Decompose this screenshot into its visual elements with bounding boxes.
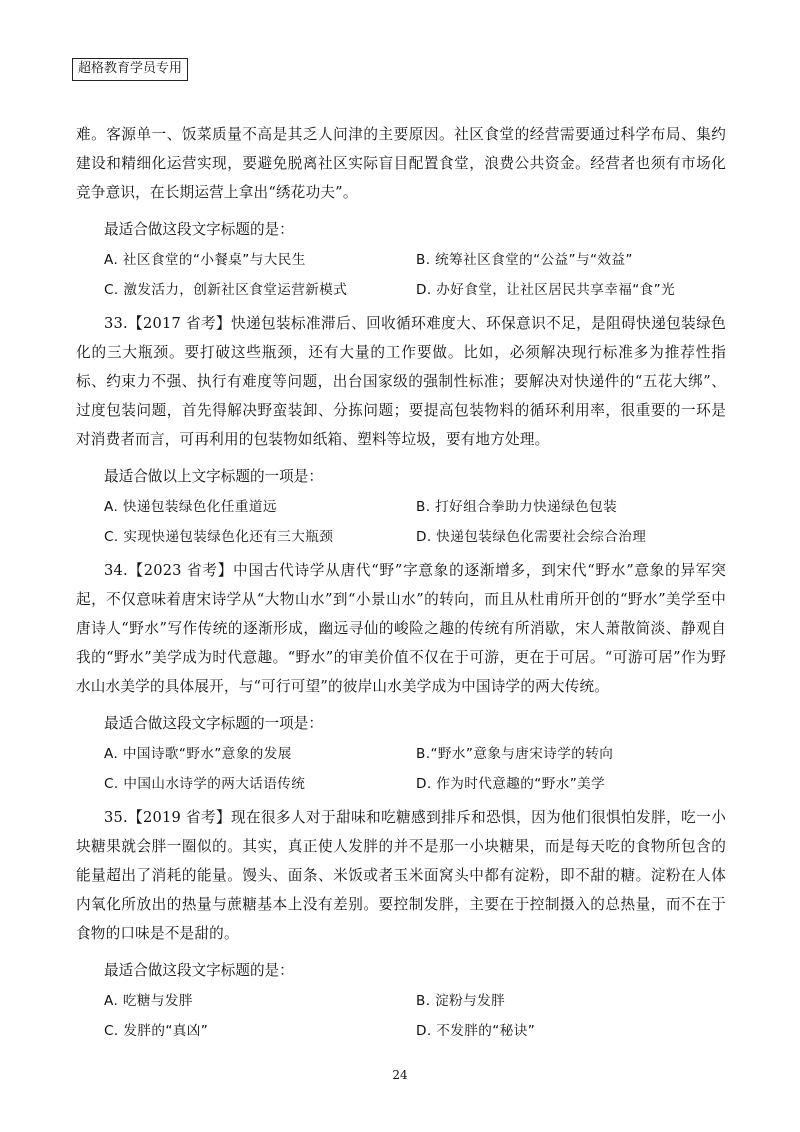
q32-option-c[interactable]: C. 激发活力，创新社区食堂运营新模式 — [104, 282, 348, 298]
q33-option-d[interactable]: D. 快递包装绿色化需要社会综合治理 — [416, 529, 647, 545]
q34-option-b[interactable]: B.“野水”意象与唐宋诗学的转向 — [416, 746, 614, 762]
q33-option-b[interactable]: B. 打好组合拳助力快递绿色包装 — [416, 499, 618, 515]
q34-prompt: 最适合做这段文字标题的一项是： — [104, 715, 323, 732]
q33-option-c[interactable]: C. 实现快递包装绿色化还有三大瓶颈 — [104, 529, 334, 545]
q33-prompt: 最适合做以上文字标题的一项是： — [104, 468, 323, 485]
q35-text: 35.【2019 省考】现在很多人对于甜味和吃糖感到排斥和恐惧，因为他们很惧怕发胖，吃一小块糖果就会胖一圈似的。其实，真正使人发胖的并不是那一小块糖果，而是每天吃的食物所包含的能量超出了消耗的能量。馒头、面条、米饭或者玉米面窝头中都有淀粉，即不甜的糖。淀粉在人体内氧化所放出的热量与蔗糖基本上没有差别。要控制发胖，主要在于控制摄入的总热量，而不在于食物的口味是不是甜的。 — [76, 809, 726, 942]
q34-options — [76, 739, 726, 799]
q32-prompt: 最适合做这段文字标题的是： — [104, 221, 294, 238]
page-content — [76, 120, 726, 1050]
question-32 — [76, 215, 726, 305]
q35-prompt: 最适合做这段文字标题的是： — [104, 962, 294, 979]
q35-options — [76, 986, 726, 1046]
q34-option-c[interactable]: C. 中国山水诗学的两大话语传统 — [104, 776, 306, 792]
intro-paragraph: 难。客源单一、饭菜质量不高是其乏人问津的主要原因。社区食堂的经营需要通过科学布局、集约建设和精细化运营实现，要避免脱离社区实际盲目配置食堂，浪费公共资金。经营者也须有市场化竞争意识，在长期运营上拿出“绣花功夫”。 — [76, 126, 726, 201]
question-35 — [76, 803, 726, 1046]
q32-option-a[interactable]: A. 社区食堂的“小餐桌”与大民生 — [104, 252, 306, 268]
q32-option-d[interactable]: D. 办好食堂，让社区居民共享幸福“食”光 — [416, 282, 676, 298]
q35-option-a[interactable]: A. 吃糖与发胖 — [104, 993, 193, 1009]
q33-options — [76, 492, 726, 552]
q32-option-b[interactable]: B. 统筹社区食堂的“公益”与“效益” — [416, 252, 633, 268]
q33-text: 33.【2017 省考】快递包装标准滞后、回收循环难度大、环保意识不足，是阻碍快递包装绿色化的三大瓶颈。要打破这些瓶颈，还有大量的工作要做。比如，必须解决现行标准多为推荐性指标、约束力不强、执行有难度等问题，出台国家级的强制性标准；要解决对快递件的“五花大绑”、过度包装问题，首先得解决野蛮装卸、分拣问题；要提高包装物料的循环利用率，很重要的一环是对消费者而言，可再利用的包装物如纸箱、塑料等垃圾，要有地方处理。 — [76, 315, 726, 448]
q35-option-c[interactable]: C. 发胖的“真凶” — [104, 1023, 209, 1039]
question-33 — [76, 309, 726, 552]
q35-option-b[interactable]: B. 淀粉与发胖 — [416, 993, 506, 1009]
q33-option-a[interactable]: A. 快递包装绿色化任重道远 — [104, 499, 277, 515]
q34-option-d[interactable]: D. 作为时代意趣的“野水”美学 — [416, 776, 606, 792]
q35-option-d[interactable]: D. 不发胖的“秘诀” — [416, 1023, 536, 1039]
q32-options — [76, 245, 726, 305]
page-number: 24 — [392, 1068, 408, 1082]
question-34 — [76, 556, 726, 799]
q34-option-a[interactable]: A. 中国诗歌“野水”意象的发展 — [104, 746, 292, 762]
q34-text: 34.【2023 省考】中国古代诗学从唐代“野”字意象的逐渐增多，到宋代“野水”意象的异军突起，不仅意味着唐宋诗学从“大物山水”到“小景山水”的转向，而且从杜甫所开创的“野水”美学至中唐诗人“野水”写作传统的逐渐形成，幽远寻仙的峻险之趣的传统有所消歇，宋人萧散简淡、静观自我的“野水”美学成为时代意趣。“野水”的审美价值不仅在于可游，更在于可居。“可游可居”作为野水山水美学的具体展开，与“可行可望”的彼岸山水美学成为中国诗学的两大传统。 — [76, 562, 726, 695]
header-badge: 超格教育学员专用 — [72, 58, 188, 81]
